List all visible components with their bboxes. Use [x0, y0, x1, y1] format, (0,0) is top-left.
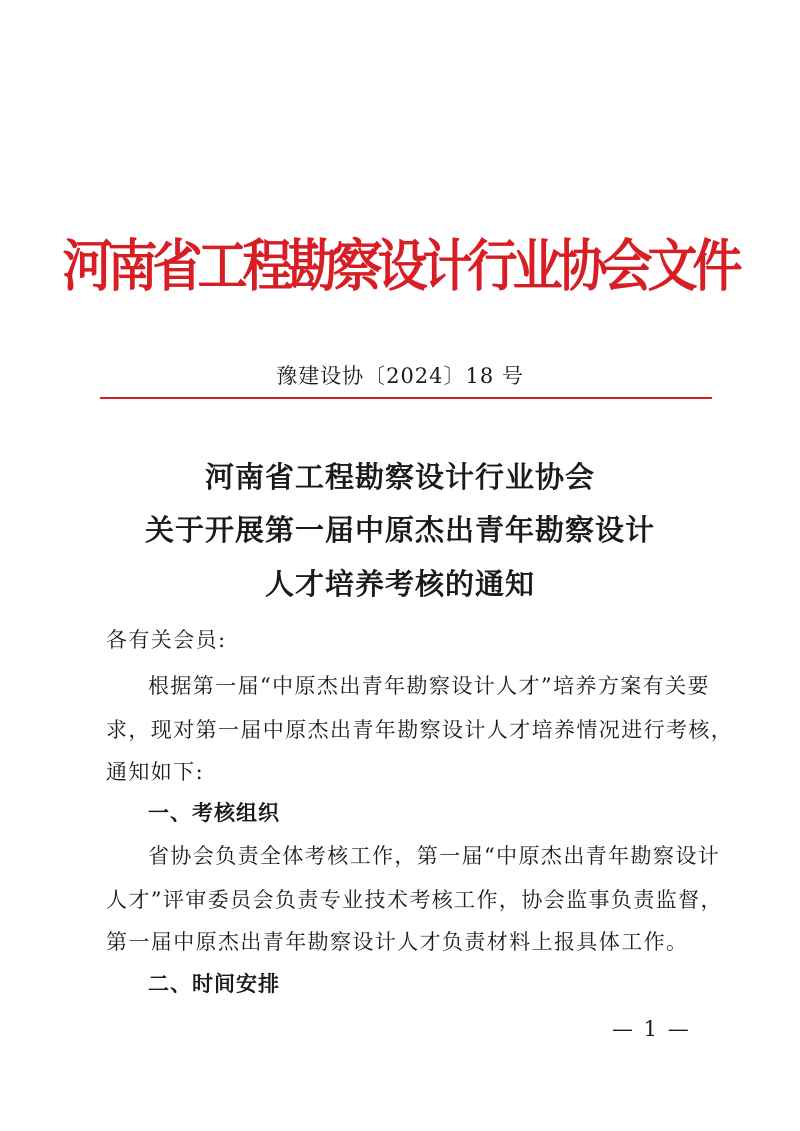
intro-paragraph-line: 求，现对第一届中原杰出青年勘察设计人才培养情况进行考核，: [106, 718, 734, 742]
document-header-title: 河南省工程勘察设计行业协会文件: [62, 232, 738, 299]
notice-title-line-1: 河南省工程勘察设计行业协会: [204, 460, 595, 494]
section1-paragraph-line: 省协会负责全体考核工作，第一届“中原杰出青年勘察设计: [148, 844, 721, 868]
red-separator-line: [100, 397, 712, 399]
section1-paragraph-line: 第一届中原杰出青年勘察设计人才负责材料上报具体工作。: [106, 930, 689, 954]
notice-title-line-2: 关于开展第一届中原杰出青年勘察设计: [144, 513, 655, 547]
document-number: 豫建设协〔2024〕18 号: [276, 364, 524, 388]
salutation: 各有关会员:: [106, 628, 227, 652]
intro-paragraph-line: 通知如下:: [106, 760, 205, 784]
intro-paragraph-line: 根据第一届“中原杰出青年勘察设计人才”培养方案有关要: [148, 674, 710, 698]
notice-title-line-3: 人才培养考核的通知: [264, 567, 535, 601]
section1-paragraph-line: 人才”评审委员会负责专业技术考核工作，协会监事负责监督，: [106, 888, 723, 912]
section-heading-schedule: 二、时间安排: [148, 972, 280, 996]
page-number: — 1 —: [612, 1017, 691, 1041]
section-heading-organization: 一、考核组织: [148, 801, 280, 825]
